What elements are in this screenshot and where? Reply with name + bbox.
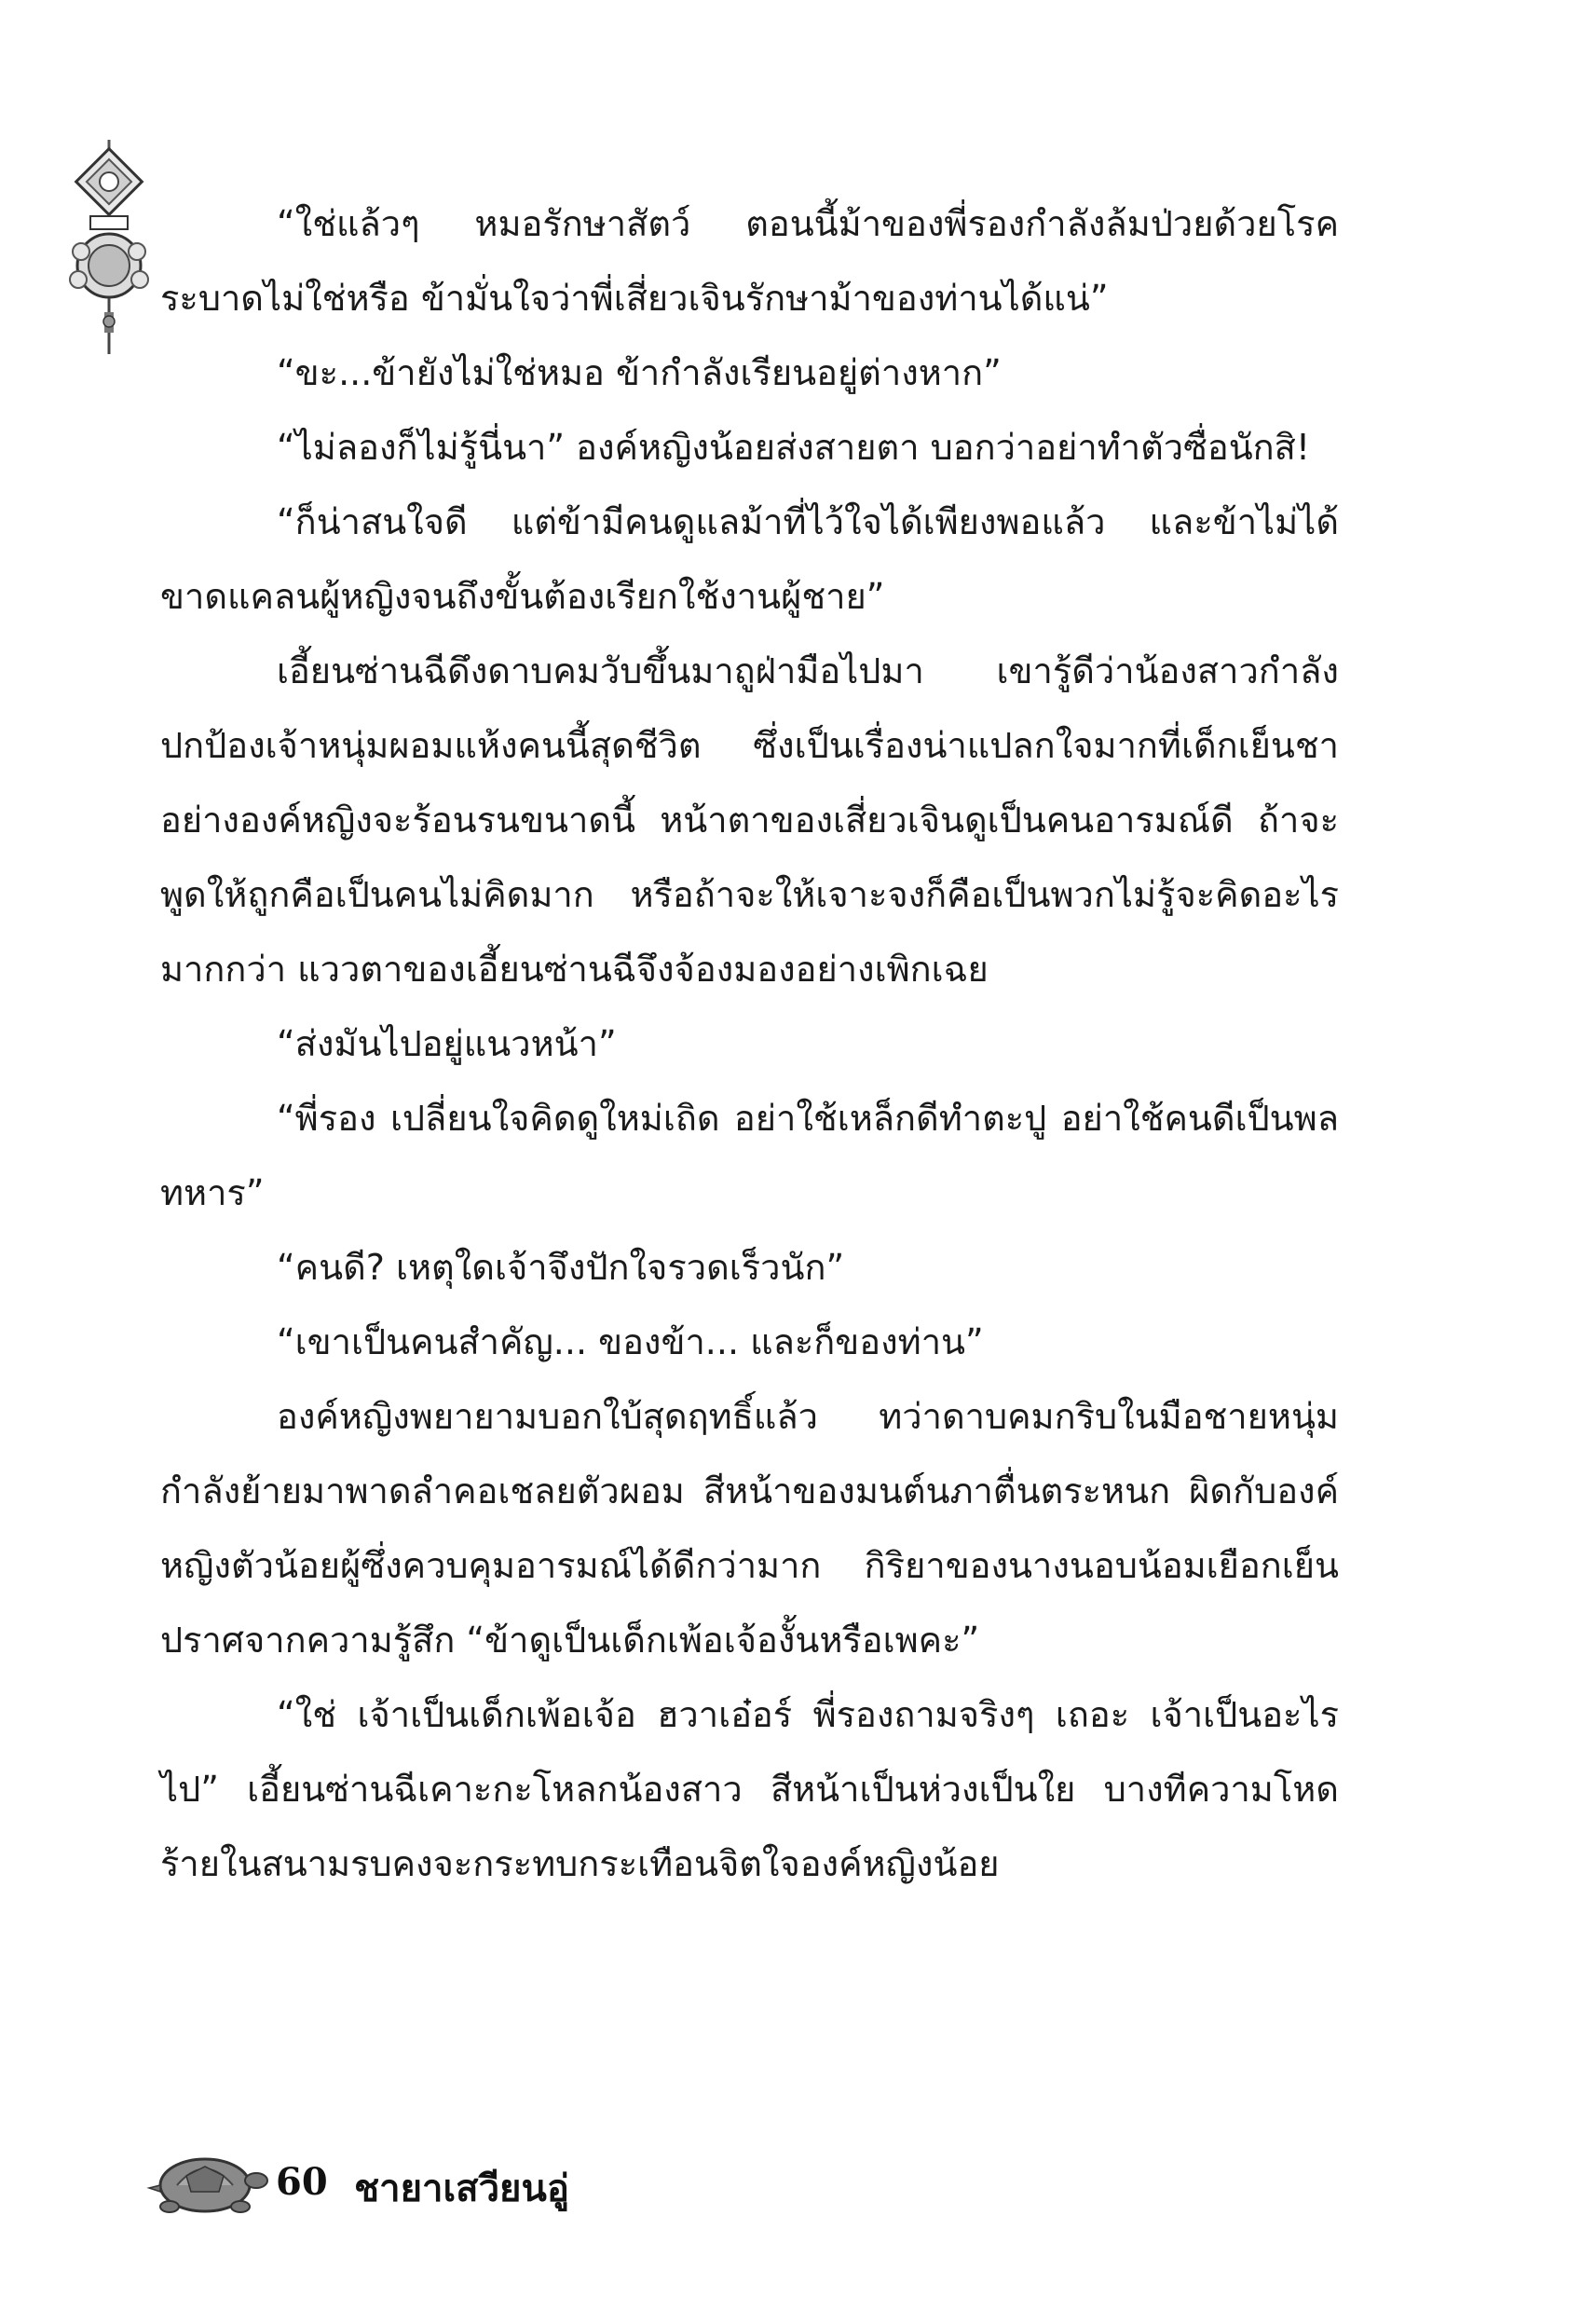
- turtle-icon: [140, 2134, 270, 2222]
- paragraph: “คนดี? เหตุใดเจ้าจึงปักใจรวดเร็วนัก”: [277, 1247, 845, 1288]
- chinese-knot-ornament-icon: [58, 140, 160, 354]
- page-footer: [140, 2125, 699, 2236]
- page-number: 60: [276, 2160, 328, 2204]
- paragraph: “เขาเป็นคนสำคัญ... ของข้า... และก็ของท่าน”: [277, 1321, 984, 1362]
- paragraph: “ใช่แล้วๆ หมอรักษาสัตว์ ตอนนี้ม้าของพี่รองกำลังล้มป่วยด้วยโรคระบาดไม่ใช่หรือ ข้ามั่นใจว่าพี่เสี่ยวเจินรักษาม้าของท่านได้แน่”: [160, 203, 1339, 319]
- paragraph: เอี้ยนซ่านฉีดึงดาบคมวับขึ้นมาถูฝ่ามือไปมา เขารู้ดีว่าน้องสาวกำลังปกป้องเจ้าหนุ่มผอมแห้งคนนี้สุดชีวิต ซึ่งเป็นเรื่องน่าแปลกใจมากที่เด็กเย็นชาอย่างองค์หญิงจะร้อนรนขนาดนี้ หน้าตาของเสี่ยวเจินดูเป็นคนอารมณ์ดี ถ้าจะพูดให้ถูกคือเป็นคนไม่คิดมาก หรือถ้าจะให้เจาะจงก็คือเป็นพวกไม่รู้จะคิดอะไรมากกว่า แววตาของเอี้ยนซ่านฉีจึงจ้องมองอย่างเพิกเฉย: [160, 650, 1339, 990]
- paragraph: “ขะ...ข้ายังไม่ใช่หมอ ข้ากำลังเรียนอยู่ต่างหาก”: [277, 352, 1002, 393]
- body-text: [160, 186, 1339, 1901]
- paragraph: “ส่งมันไปอยู่แนวหน้า”: [277, 1023, 617, 1064]
- paragraph: “พี่รอง เปลี่ยนใจคิดดูใหม่เถิด อย่าใช้เหล็กดีทำตะปู อย่าใช้คนดีเป็นพลทหาร”: [160, 1098, 1339, 1213]
- paragraph: “ไม่ลองก็ไม่รู้นี่นา” องค์หญิงน้อยส่งสายตา บอกว่าอย่าทำตัวซื่อนักสิ!: [277, 427, 1311, 468]
- paragraph: “ก็น่าสนใจดี แต่ข้ามีคนดูแลม้าที่ไว้ใจได้เพียงพอแล้ว และข้าไม่ได้ขาดแคลนผู้หญิงจนถึงขั้นต้องเรียกใช้งานผู้ชาย”: [160, 501, 1339, 617]
- paragraph: “ใช่ เจ้าเป็นเด็กเพ้อเจ้อ ฮวาเอ๋อร์ พี่รองถามจริงๆ เถอะ เจ้าเป็นอะไรไป” เอี้ยนซ่านฉีเคาะกะโหลกน้องสาว สีหน้าเป็นห่วงเป็นใย บางทีความโหดร้ายในสนามรบคงจะกระทบกระเทือนจิตใจองค์หญิงน้อย: [160, 1694, 1339, 1884]
- paragraph: องค์หญิงพยายามบอกใบ้สุดฤทธิ์แล้ว ทว่าดาบคมกริบในมือชายหนุ่มกำลังย้ายมาพาดลำคอเชลยตัวผอม สีหน้าของมนต์นภาตื่นตระหนก ผิดกับองค์หญิงตัวน้อยผู้ซึ่งควบคุมอารมณ์ได้ดีกว่ามาก กิริยาของนางนอบน้อมเยือกเย็นปราศจากความรู้สึก “ข้าดูเป็นเด็กเพ้อเจ้องั้นหรือเพคะ”: [160, 1396, 1339, 1661]
- book-title: ชายาเสวียนอู่: [354, 2167, 569, 2210]
